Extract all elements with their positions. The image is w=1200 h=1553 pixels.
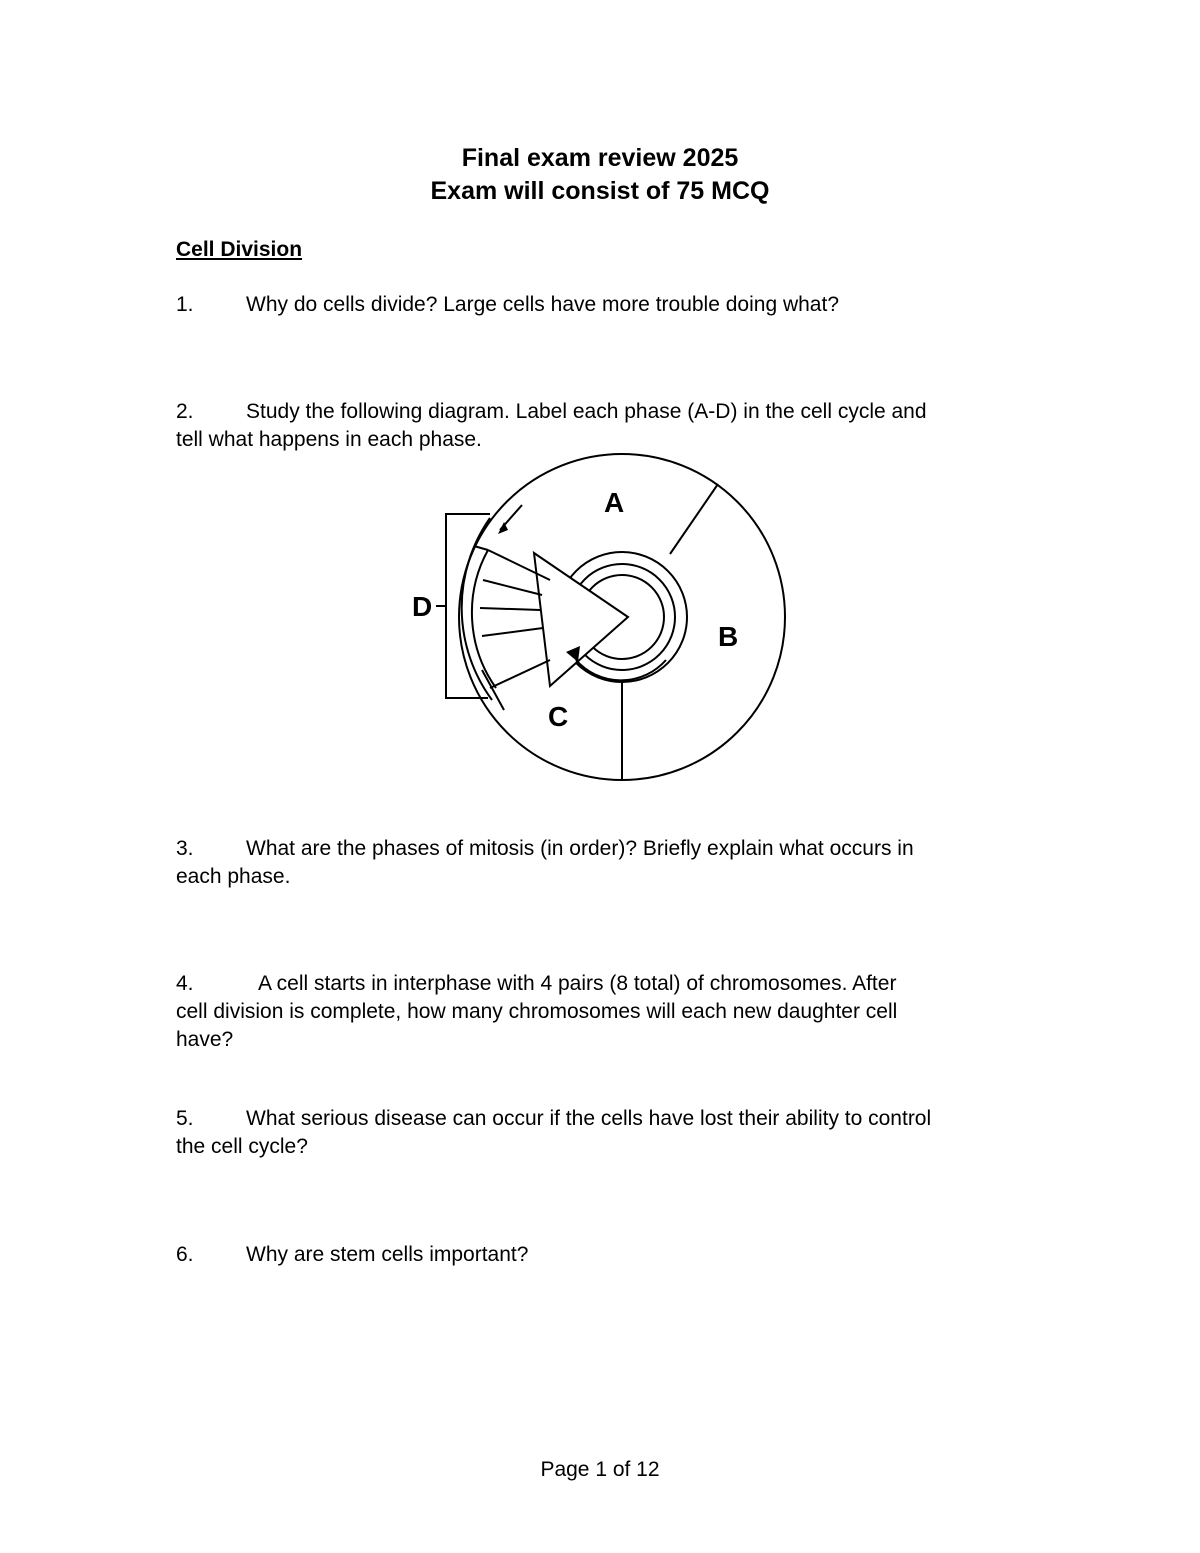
cell-cycle-diagram <box>400 450 800 790</box>
label-a: A <box>604 487 625 518</box>
fan-line <box>474 546 488 550</box>
question-6 <box>176 1241 1036 1269</box>
question-text: Why are stem cells important? <box>246 1243 529 1266</box>
question-text: What serious disease can occur if the cells have lost their ability to control <box>246 1107 932 1130</box>
question-text: A cell starts in interphase with 4 pairs (8 total) of chromosomes. After <box>258 972 897 995</box>
question-text-continued: tell what happens in each phase. <box>176 428 482 451</box>
question-3 <box>176 835 1036 891</box>
question-text-continued: have? <box>176 1028 234 1051</box>
question-text: Study the following diagram. Label each phase (A-D) in the cell cycle and <box>246 400 927 423</box>
question-2 <box>176 398 1036 454</box>
question-text-continued: each phase. <box>176 865 291 888</box>
question-number: 1. <box>176 293 194 316</box>
fan-line <box>482 628 543 636</box>
question-text-continued: cell division is complete, how many chromosomes will each new daughter cell <box>176 1000 898 1023</box>
document-title: Final exam review 2025 <box>461 144 739 172</box>
question-number: 2. <box>176 400 194 423</box>
question-5 <box>176 1105 1036 1161</box>
label-c: C <box>548 701 569 732</box>
fan-line <box>480 608 540 610</box>
section-heading: Cell Division <box>176 238 303 261</box>
divider-a-b <box>670 484 718 554</box>
question-number: 6. <box>176 1243 194 1266</box>
label-b: B <box>718 621 739 652</box>
document-subtitle: Exam will consist of 75 MCQ <box>430 177 770 205</box>
mitosis-arc-inner <box>472 550 496 688</box>
question-1 <box>176 291 1036 319</box>
fan-line <box>490 660 550 688</box>
page-number: Page 1 of 12 <box>540 1458 660 1481</box>
question-text-continued: the cell cycle? <box>176 1135 308 1158</box>
question-text: What are the phases of mitosis (in order)? Briefly explain what occurs in <box>246 837 914 860</box>
question-number: 3. <box>176 837 194 860</box>
question-number: 5. <box>176 1107 194 1130</box>
label-d: D <box>412 591 433 622</box>
question-number: 4. <box>176 972 194 995</box>
question-text: Why do cells divide? Large cells have more trouble doing what? <box>246 293 839 316</box>
fan-line <box>483 580 542 595</box>
question-4 <box>176 970 1036 1054</box>
